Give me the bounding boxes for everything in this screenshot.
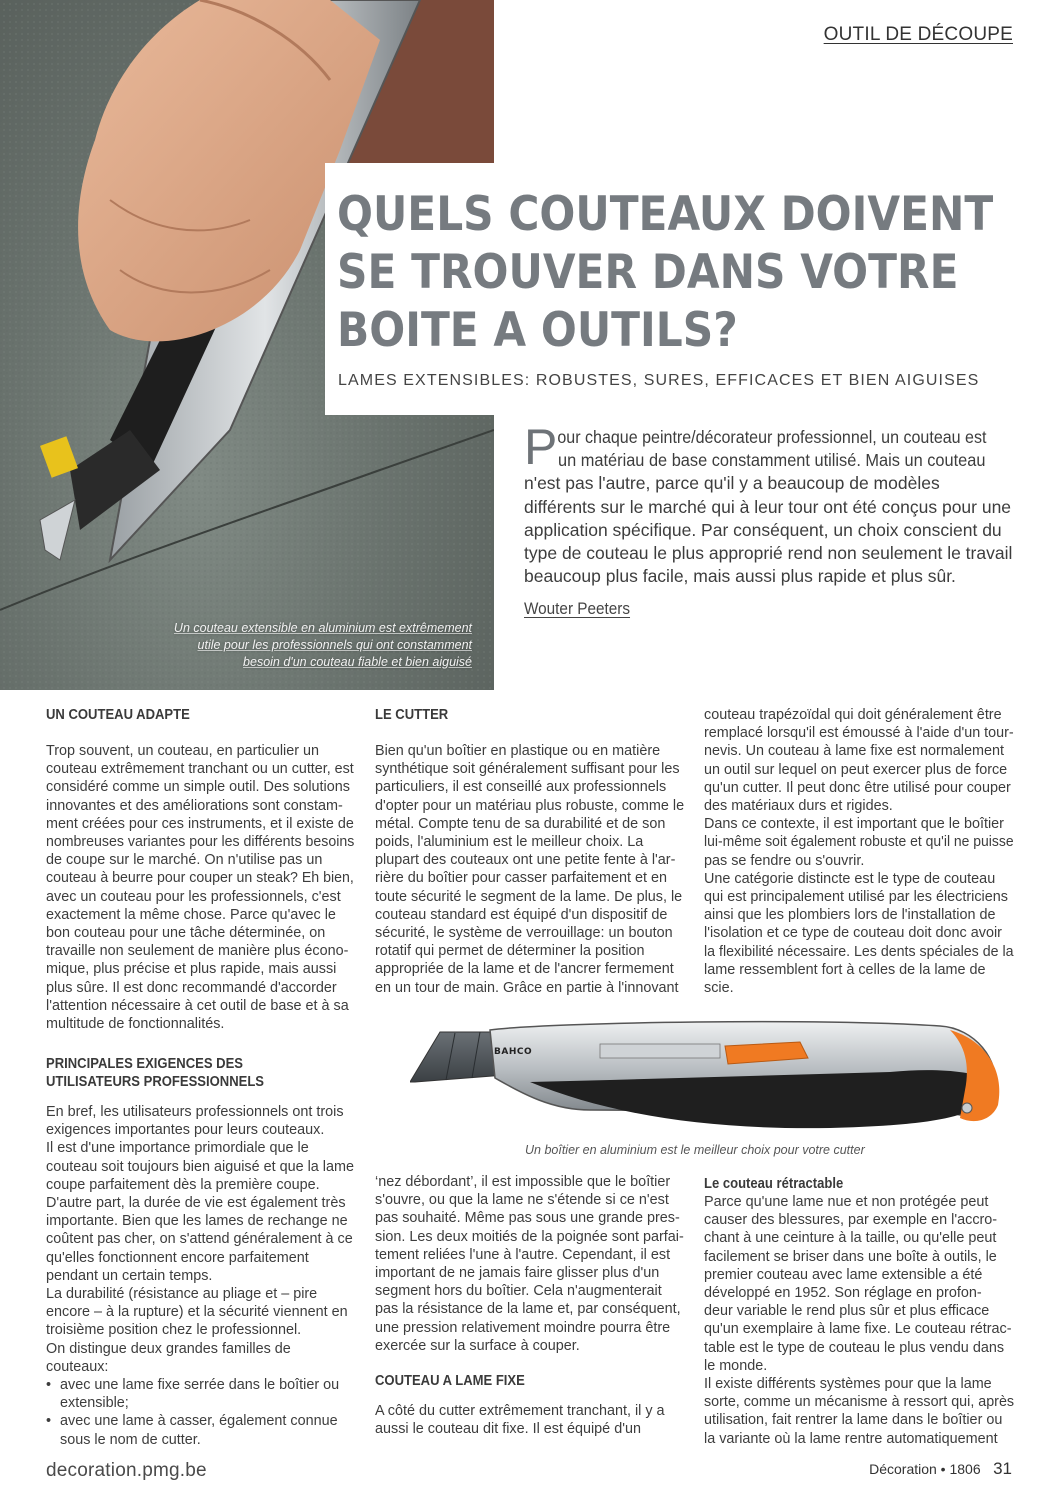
text-line: couteau à beurre pour couper un steak? Eh bien, <box>46 870 354 887</box>
column-2-lower <box>375 1173 685 1438</box>
bullet-line: extensible; <box>60 1395 129 1412</box>
text-line: rière du boîtier pour casser parfaitement et en <box>375 870 667 887</box>
col3-paragraph-1 <box>704 706 1014 997</box>
text-line: Il existe différents systèmes pour que la lame <box>704 1376 992 1393</box>
text-line: importante. Bien que les lames de rechange ne <box>46 1213 348 1230</box>
text-line: tement reliées l'une à l'autre. Cependant, il est <box>375 1246 671 1263</box>
title-line: BOITE A OUTILS? <box>337 303 738 358</box>
text-line: particuliers, il est conseillé aux professionnels <box>375 779 667 796</box>
heading-couteau-lame-fixe: COUTEAU A LAME FIXE <box>375 1373 525 1390</box>
text-line: pas la résistance de la lame et, par conséquent, <box>375 1301 681 1318</box>
heading-le-cutter: LE CUTTER <box>375 707 449 723</box>
text-line: un outil sur lequel on peut exercer plus de force <box>704 761 1008 778</box>
text-line: innovantes et des améliorations sont constam- <box>46 797 343 814</box>
text-line: d'opter pour un matériau plus robuste, comme le <box>375 797 685 814</box>
text-line: troisième position chez le professionnel. <box>46 1322 302 1339</box>
text-line: ‘nez débordant’, il est impossible que le boîtier <box>375 1174 671 1190</box>
text-line: couteau standard est équipé d'un dispositif de <box>375 906 668 923</box>
text-line: qu'elles fonctionnent encore parfaitement <box>46 1249 309 1266</box>
intro-line: différents sur le marché qui à leur tour ont été conçus pour une <box>524 496 1012 517</box>
text-line: Parce qu'une lame nue et non protégée peut <box>704 1194 989 1210</box>
bullet-item <box>46 1376 354 1412</box>
col2-paragraph-3 <box>375 1402 685 1438</box>
text-line: coûtent pas cher, on s'attend généralement à ce <box>46 1231 353 1248</box>
text-line: segment hors du boîtier. Cela n'augmenterait <box>375 1283 662 1300</box>
text-line: encore – à la rupture) et la sécurité viennent en <box>46 1304 348 1321</box>
text-line: pas souhaité. Même pas sous une grande pres- <box>375 1210 680 1227</box>
text-line: couteau trapézoïdal qui doit généralement être <box>704 707 1002 723</box>
text-line: des matériaux durs et rigides. <box>704 798 893 815</box>
text-line: sion. Les deux moitiés de la poignée sont parfai- <box>375 1228 684 1245</box>
text-line: développé en 1952. Son réglage en profon- <box>704 1285 982 1302</box>
text-line: aussi le couteau dit fixe. Il est équipé d'un <box>375 1421 641 1438</box>
text-line: lame ressemblent fort à celles de la lame de <box>704 961 986 978</box>
figure-caption: Un boîtier en aluminium est le meilleur choix pour votre cutter <box>525 1143 865 1157</box>
text-line: en un tour de main. Grâce en partie à l'innovant <box>375 979 679 996</box>
text-line: l'isolation et ce type de couteau doit donc avoir <box>704 925 1002 942</box>
text-line: ainsi que les plombiers lors de l'installation de <box>704 907 996 924</box>
text-line: rotatif qui permet de déterminer la position <box>375 943 645 960</box>
text-line: la flexibilité nécessaire. Les dents spéciales de la <box>704 943 1014 960</box>
text-line: une pression relativement moindre pourra être <box>375 1319 671 1336</box>
col3-paragraph-2 <box>704 1193 1014 1448</box>
intro-dropcap: P <box>524 419 558 475</box>
text-line: métal. Compte tenu de sa durabilité et de son <box>375 815 666 832</box>
text-line: utilisation, fait rentrer la lame dans le boîtier ou <box>704 1412 1003 1429</box>
col2-paragraph-1 <box>375 742 685 997</box>
photo-caption-line: besoin d'un couteau fiable et bien aiguisé <box>243 655 472 669</box>
text-line: multitude de fonctionnalités. <box>46 1016 225 1033</box>
text-line: En bref, les utilisateurs professionnels ont trois <box>46 1104 344 1120</box>
title-line: SE TROUVER DANS VOTRE <box>337 245 959 300</box>
text-line: Bien qu'un boîtier en plastique ou en matière <box>375 743 661 759</box>
text-line: Une catégorie distincte est le type de couteau <box>704 870 996 887</box>
col1-paragraph-1 <box>46 742 354 1033</box>
text-line: la variante où la lame rentre automatiquement <box>704 1430 998 1447</box>
text-line: A côté du cutter extrêmement tranchant, il y a <box>375 1403 665 1420</box>
text-line: couteau soit toujours bien aiguisé et que la lame <box>46 1158 355 1175</box>
text-line: nevis. Un couteau à lame fixe est normalement <box>704 743 1004 760</box>
bullet-line: • avec une lame à casser, également connue <box>60 1413 338 1430</box>
text-line: qu'un exemplaire à lame fixe. Le couteau rétrac- <box>704 1321 1012 1338</box>
bullet-item <box>46 1412 354 1448</box>
heading-couteau-retractable: Le couteau rétractable <box>704 1176 844 1192</box>
text-line: poids, l'aluminium est le meilleur choix. La <box>375 834 644 851</box>
text-line: deur variable le rend plus sûr et plus efficace <box>704 1303 990 1320</box>
text-line: nombreuses variantes pour les différents besoins <box>46 834 355 851</box>
photo-caption-line: Un couteau extensible en aluminium est extrêmement <box>173 621 472 635</box>
text-line: Dans ce contexte, il est important que le boîtier <box>704 816 1004 833</box>
text-line: bon couteau pour une tâche déterminée, on <box>46 925 326 942</box>
col1-paragraph-2 <box>46 1103 354 1376</box>
intro-line: beaucoup plus facile, mais aussi plus rapide et plus sûr. <box>524 566 956 587</box>
text-line: toute sécurité le segment de la lame. De plus, le <box>375 888 683 905</box>
column-2 <box>375 706 685 997</box>
text-line: qu'un cutter. Il peut donc être utilisé pour couper <box>704 779 1011 796</box>
text-line: couteaux: <box>46 1358 109 1375</box>
column-1-section-2 <box>46 1055 354 1449</box>
heading-exigences: PRINCIPALES EXIGENCES DES <box>46 1056 244 1072</box>
text-line: mique, plus précise et plus rapide, mais aussi <box>46 961 337 978</box>
text-line: important de ne jamais faire glisser plus d'un <box>375 1265 660 1282</box>
footer-url[interactable]: decoration.pmg.be <box>46 1460 207 1481</box>
text-line: exactement la même chose. Parce qu'avec le <box>46 906 336 923</box>
text-line: lui-même soit également robuste et qu'il ne puisse <box>704 834 1014 851</box>
cutter-illustration <box>410 1020 1010 1140</box>
text-line: plupart des couteaux ont une petite fente à l'ar- <box>375 852 676 869</box>
text-line: plus sûre. Il est donc recommandé d'accorder <box>46 979 337 996</box>
text-line: qui est principalement utilisé par les électriciens <box>704 889 1008 906</box>
bullet-line: sous le nom de cutter. <box>60 1431 201 1448</box>
text-line: exercée sur la surface à couper. <box>375 1337 580 1354</box>
text-line: pendant un certain temps. <box>46 1267 213 1284</box>
magazine-issue: Décoration • 1806 <box>869 1461 981 1477</box>
col2-paragraph-2 <box>375 1173 685 1355</box>
text-line: l'attention nécessaire à cet outil de base et à sa <box>46 997 349 1014</box>
intro-line: our chaque peintre/décorateur professionnel, un couteau est <box>557 427 987 447</box>
column-3 <box>704 706 1014 997</box>
text-line: avec un couteau pour les professionnels, c'est <box>46 888 341 905</box>
footer-issue <box>869 1459 1012 1479</box>
bullet-line: • avec une lame fixe serrée dans le boîtier ou <box>60 1377 340 1394</box>
text-line: pas se fendre ou s'ouvrir. <box>704 852 865 869</box>
text-line: sécurité, le système de verrouillage: un bouton <box>375 925 673 942</box>
text-line: chant à une ceinture à la taille, ou qu'elle peut <box>704 1230 997 1247</box>
title-line: QUELS COUTEAUX DOIVENT <box>337 187 994 242</box>
text-line: le monde. <box>704 1357 768 1374</box>
text-line: D'autre part, la durée de vie est également très <box>46 1195 346 1212</box>
text-line: premier couteau avec lame extensible a été <box>704 1266 983 1283</box>
text-line: On distingue deux grandes familles de <box>46 1340 291 1357</box>
page-number: 31 <box>993 1459 1012 1478</box>
intro-line: application spécifique. Par conséquent, un choix conscient du <box>524 519 1002 540</box>
text-line: causer des blessures, par exemple en l'accro- <box>704 1212 998 1229</box>
text-line: ment créées pour ces instruments, et il existe de <box>46 815 354 832</box>
article-title <box>337 186 994 360</box>
text-line: appropriée de la lame et de l'ancrer fermement <box>375 961 674 978</box>
text-line: s'ouvre, ou que la lame ne s'étende si ce n'est <box>375 1192 669 1209</box>
text-line: Il est d'une importance primordiale que le <box>46 1140 309 1157</box>
text-line: La durabilité (résistance au pliage et – pire <box>46 1286 318 1303</box>
bahco-logo: BAHCO <box>494 1047 533 1057</box>
text-line: Trop souvent, un couteau, en particulier un <box>46 743 320 759</box>
text-line: considéré comme un simple outil. Des solutions <box>46 779 350 796</box>
article-subtitle: LAMES EXTENSIBLES: ROBUSTES, SURES, EFFICACES ET BIEN AIGUISES <box>338 372 980 389</box>
intro-line: type de couteau le plus approprié rend non seulement le travail <box>524 543 1013 564</box>
author-link[interactable]: Wouter Peeters <box>524 599 631 618</box>
text-line: facilement se briser dans une boîte à outils, le <box>704 1248 997 1265</box>
column-1 <box>46 706 354 1033</box>
intro-line: un matériau de base constamment utilisé. Mais un couteau <box>557 450 986 471</box>
text-line: sorte, comme un mécanisme à ressort qui, après <box>704 1394 1015 1411</box>
text-line: scie. <box>704 980 734 997</box>
text-line: exigences importantes pour leurs couteaux. <box>46 1122 325 1139</box>
text-line: table est le type de couteau le plus vendu dans <box>704 1339 1005 1356</box>
heading-exigences: UTILISATEURS PROFESSIONNELS <box>46 1074 265 1090</box>
heading-un-couteau-adapte: UN COUTEAU ADAPTE <box>46 707 190 723</box>
text-line: synthétique soit généralement suffisant pour les <box>375 761 680 778</box>
intro-line: n'est pas l'autre, parce qu'il y a beaucoup de modèles <box>524 473 940 494</box>
photo-caption <box>162 620 472 671</box>
photo-caption-line: utile pour les professionnels qui ont constamment <box>197 638 472 652</box>
text-line: coupe parfaitement dès la première coupe. <box>46 1176 320 1193</box>
text-line: remplacé lorsqu'il est émoussé à l'aide d'un tour- <box>704 725 1014 742</box>
article-intro <box>524 419 1014 588</box>
text-line: travaille non seulement de manière plus écono- <box>46 943 349 960</box>
text-line: couteau extrêmement tranchant ou un cutter, est <box>46 761 354 778</box>
section-tag[interactable]: OUTIL DE DÉCOUPE <box>823 24 1013 45</box>
text-line: de coupe sur le marché. On n'utilise pas un <box>46 852 323 869</box>
column-3-lower <box>704 1175 1014 1448</box>
